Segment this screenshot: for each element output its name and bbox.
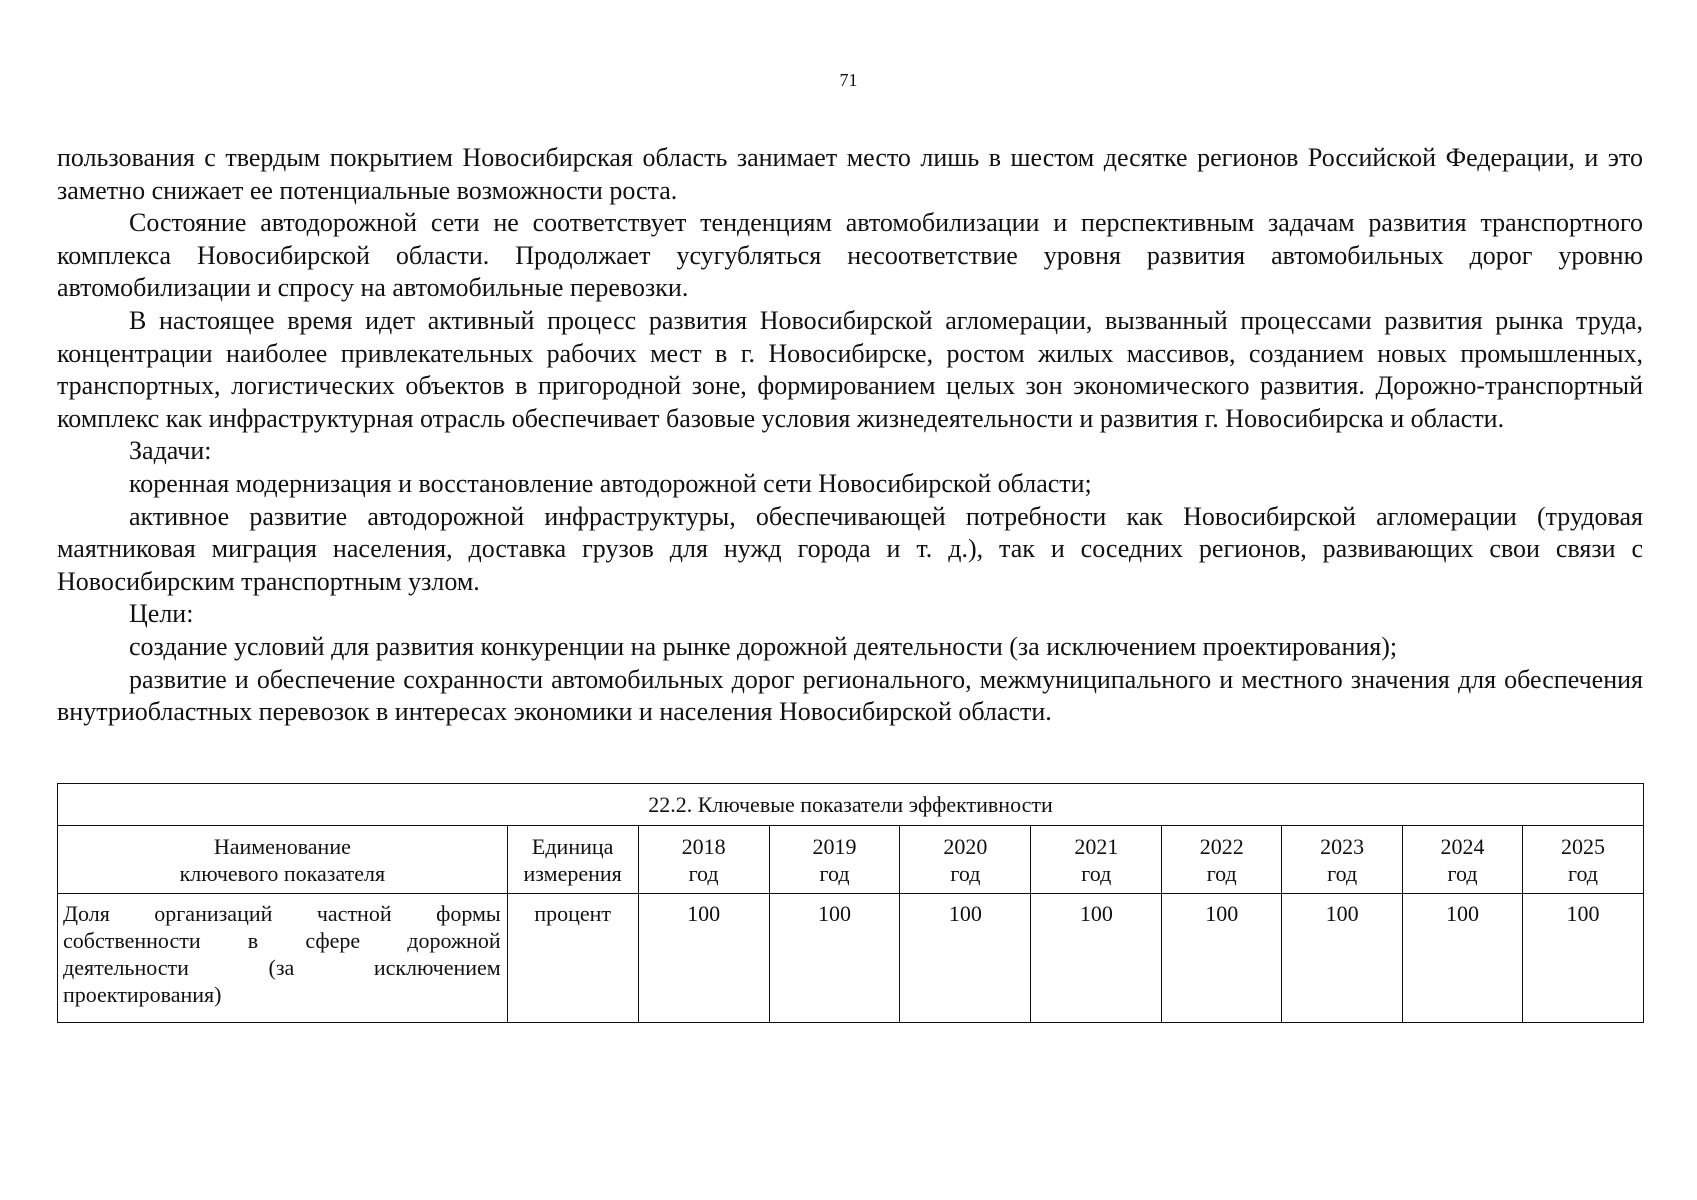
value-cell: 100 <box>1523 894 1644 1023</box>
value-cell: 100 <box>900 894 1031 1023</box>
header-year: 2023 год <box>1282 826 1403 894</box>
indicator-unit: процент <box>507 894 638 1023</box>
kpi-table <box>57 783 1644 1023</box>
header-year: 2020 год <box>900 826 1031 894</box>
value-cell: 100 <box>638 894 769 1023</box>
table-row <box>58 894 1644 1023</box>
tasks-heading: Задачи: <box>129 436 212 466</box>
header-year: 2024 год <box>1403 826 1523 894</box>
header-year: 2018 год <box>638 826 769 894</box>
task-item: коренная модернизация и восстановление автодорожной сети Новосибирской области; <box>129 468 1092 498</box>
header-year: 2025 год <box>1523 826 1644 894</box>
body-text <box>57 142 1643 729</box>
table-caption: 22.2. Ключевые показатели эффективности <box>58 784 1644 826</box>
page-number: 71 <box>839 70 858 90</box>
value-cell: 100 <box>1031 894 1162 1023</box>
header-year: 2022 год <box>1162 826 1282 894</box>
paragraph: пользования с твердым покрытием Новосибирская область занимает место лишь в шестом десятке регионов Российской Федерации, и это заметно снижает ее потенциальные возможности роста. <box>57 143 1643 205</box>
value-cell: 100 <box>1162 894 1282 1023</box>
paragraph: В настоящее время идет активный процесс развития Новосибирской агломерации, вызванный процессами развития рынка труда, концентрации наиболее привлекательных рабочих мест в г. Новосибирске, ростом жилых массивов, созданием новых промышленных, транспортных, логистических объектов в пригородной зоне, формированием целых зон экономического развития. Дорожно-транспортный комплекс как инфраструктурная отрасль обеспечивает базовые условия жизнедеятельности и развития г. Новосибирска и области. <box>57 305 1643 433</box>
task-item: активное развитие автодорожной инфраструктуры, обеспечивающей потребности как Новосибирской агломерации (трудовая маятниковая миграция населения, доставка грузов для нужд города и т. д.), так и соседних регионов, развивающих свои связи с Новосибирским транспортным узлом. <box>57 501 1643 596</box>
header-indicator-name: Наименование ключевого показателя <box>58 826 508 894</box>
value-cell: 100 <box>1282 894 1403 1023</box>
goal-item: создание условий для развития конкуренции на рынке дорожной деятельности (за исключением проектирования); <box>129 631 1398 661</box>
value-cell: 100 <box>769 894 900 1023</box>
header-year: 2021 год <box>1031 826 1162 894</box>
paragraph: Состояние автодорожной сети не соответствует тенденциям автомобилизации и перспективным задачам развития транспортного комплекса Новосибирской области. Продолжает усугубляться несоответствие уровня развития автомобильных дорог уровню автомобилизации и спросу на автомобильные перевозки. <box>57 208 1643 303</box>
indicator-name: Доля организаций частной формы собственности в сфере дорожной деятельности (за исключением проектирования) <box>58 894 508 1023</box>
goals-heading: Цели: <box>129 599 194 629</box>
table-header-row <box>58 826 1644 894</box>
header-unit: Единица измерения <box>507 826 638 894</box>
goal-item: развитие и обеспечение сохранности автомобильных дорог регионального, межмуниципального и местного значения для обеспечения внутриобластных перевозок в интересах экономики и населения Новосибирской области. <box>57 664 1643 727</box>
value-cell: 100 <box>1403 894 1523 1023</box>
header-year: 2019 год <box>769 826 900 894</box>
